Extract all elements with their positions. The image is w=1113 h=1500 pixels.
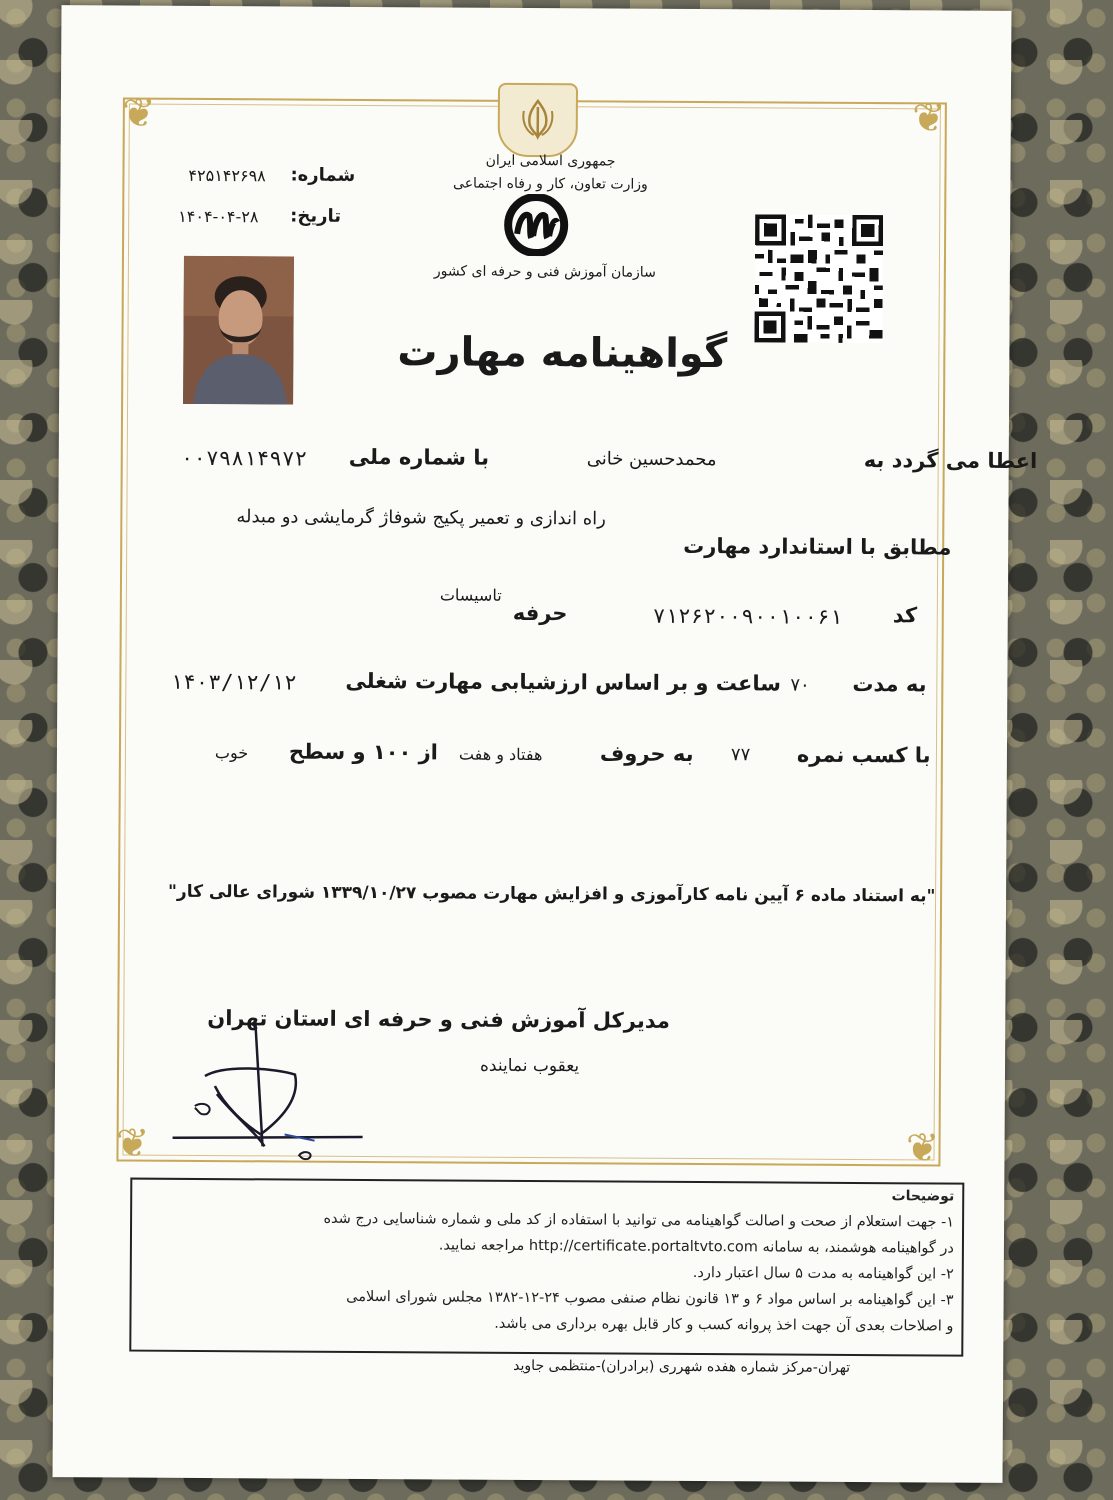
score-label: با کسب نمره xyxy=(796,742,931,768)
national-id-label: با شماره ملی xyxy=(348,444,490,470)
signature-mark xyxy=(164,1016,365,1167)
note-line-5: و اصلاحات بعدی آن جهت اخذ پروانه کسب و کار قابل بهره برداری می باشد. xyxy=(494,1315,954,1335)
note-line-2: در گواهینامه هوشمند، به سامانه http://certificate.portaltvto.com مراجعه نمایید. xyxy=(438,1237,954,1257)
hours-label: ساعت و بر اساس ارزشیابی مهارت شغلی xyxy=(345,668,782,696)
tvto-logo-icon xyxy=(495,194,577,256)
signatory-title: مدیرکل آموزش فنی و حرفه ای استان تهران xyxy=(207,1006,670,1033)
in-words-value: هفتاد و هفت xyxy=(458,744,543,765)
certificate-paper xyxy=(53,5,1038,1483)
notes-heading: توضیحات xyxy=(891,1188,955,1205)
organization-text: سازمان آموزش فنی و حرفه ای کشور xyxy=(433,263,656,281)
page-title: گواهینامه مهارت xyxy=(397,329,728,378)
date-label: تاریخ: xyxy=(290,205,342,227)
score-value: ۷۷ xyxy=(730,744,751,766)
corner-ornament-icon: ❦ xyxy=(905,1125,940,1172)
in-words-label: به حروف xyxy=(599,741,694,766)
code-value: ۷۱۲۶۲۰۰۹۰۰۱۰۰۶۱ xyxy=(652,603,843,629)
legal-basis-text: "به استناد ماده ۶ آیین نامه کارآموزی و افزایش مهارت مصوب ۱۳۳۹/۱۰/۲۷ شورای عالی کار" xyxy=(168,881,936,907)
corner-ornament-icon: ❦ xyxy=(115,1120,150,1167)
number-label: شماره: xyxy=(290,164,356,186)
ministry-text: وزارت تعاون، کار و رفاه اجتماعی xyxy=(452,175,648,193)
footer-address: تهران-مرکز شماره هفده شهرری (برادران)-منتظمی جاوید xyxy=(513,1357,851,1376)
trade-value: تاسیسات xyxy=(439,585,502,605)
standard-label: مطابق با استاندارد مهارت xyxy=(683,533,952,560)
corner-ornament-icon: ❦ xyxy=(911,95,946,142)
trade-label: حرفه xyxy=(512,600,568,626)
holder-name: محمدحسین خانی xyxy=(586,448,717,471)
iran-emblem-icon xyxy=(498,83,578,157)
qr-code xyxy=(754,214,883,343)
note-line-3: ۲- این گواهینامه به مدت ۵ سال اعتبار دارد. xyxy=(692,1264,954,1283)
note-line-4: ۳- این گواهینامه بر اساس مواد ۶ و ۱۳ قانون نظام صنفی مصوب ۲۴-۱۲-۱۳۸۲ مجلس شورای اسلامی xyxy=(346,1288,954,1309)
code-label: کد xyxy=(892,603,918,628)
signatory-name: یعقوب نماینده xyxy=(479,1055,580,1077)
republic-text: جمهوری اسلامی ایران xyxy=(485,152,616,170)
number-value: ۴۲۵۱۴۲۶۹۸ xyxy=(188,165,266,186)
corner-ornament-icon: ❦ xyxy=(121,90,156,137)
out-of-label: از ۱۰۰ و سطح xyxy=(288,739,439,765)
duration-value: ۷۰ xyxy=(790,674,810,696)
assessment-date: ۱۴۰۳/۱۲/۱۲ xyxy=(170,669,297,695)
note-line-1: ۱- جهت استعلام از صحت و اصالت گواهینامه می توانید با استفاده از کد ملی و شماره شناسایی درج شده xyxy=(323,1210,955,1231)
granted-label: اعطا می گردد به xyxy=(863,448,1038,474)
standard-value: راه اندازی و تعمیر پکیج شوفاژ گرمایشی دو مبدله xyxy=(236,506,606,530)
holder-photo xyxy=(183,256,294,405)
national-id-value: ۰۰۷۹۸۱۴۹۷۲ xyxy=(180,445,308,471)
level-value: خوب xyxy=(214,743,249,763)
notes-box xyxy=(129,1178,964,1357)
date-value: ۱۴۰۴-۰۴-۲۸ xyxy=(178,206,259,227)
duration-label: به مدت xyxy=(852,671,927,697)
